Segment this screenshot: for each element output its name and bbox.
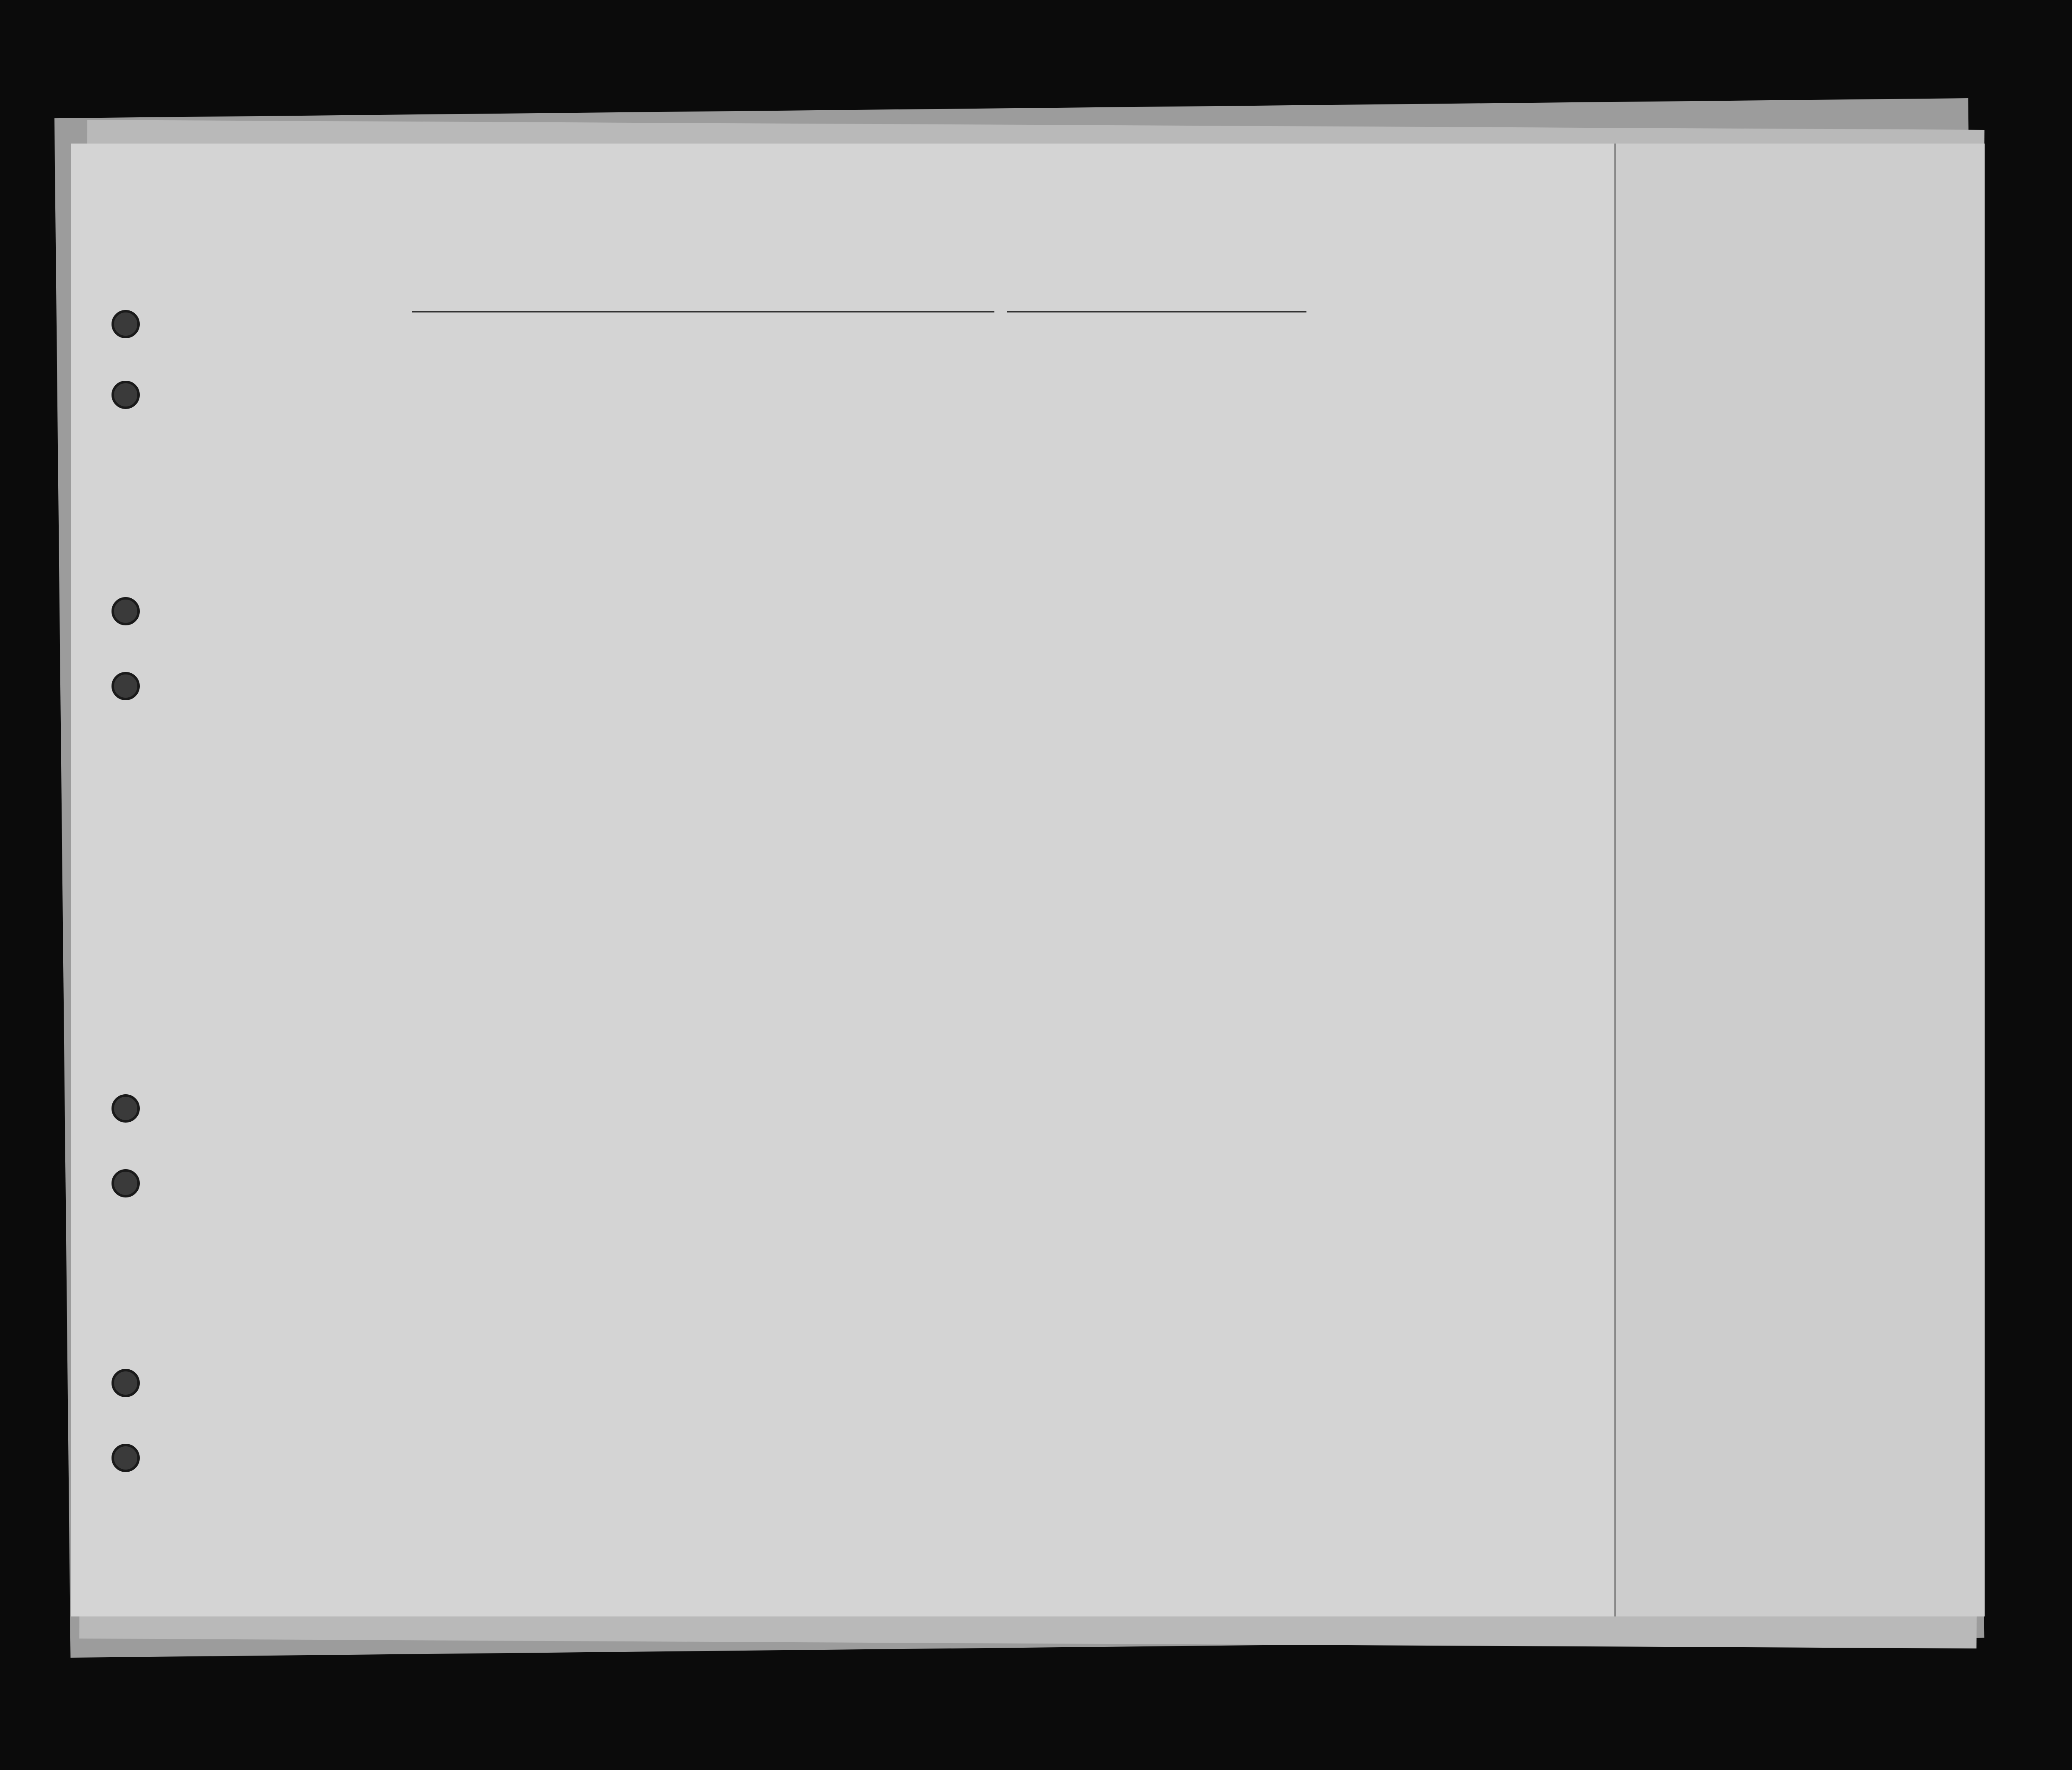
- binder-hole: [112, 1444, 140, 1472]
- manifest-sheet: [71, 144, 1985, 1616]
- binder-hole: [112, 381, 140, 409]
- header-fifty-dollars: [359, 377, 376, 543]
- binder-hole: [112, 672, 140, 700]
- header-ticket: [221, 377, 237, 543]
- arriving-row: [179, 283, 1594, 316]
- port-underline: [412, 311, 994, 312]
- visa-panel: [1614, 144, 1985, 1616]
- date-underline: [1007, 311, 1306, 312]
- header-anarchist: [986, 377, 1003, 543]
- binder-hole: [112, 1094, 140, 1123]
- binder-hole: [112, 310, 140, 338]
- header-polygamist: [965, 377, 982, 543]
- binder-hole: [112, 1169, 140, 1197]
- binder-hole: [112, 597, 140, 625]
- binder-hole: [112, 1369, 140, 1397]
